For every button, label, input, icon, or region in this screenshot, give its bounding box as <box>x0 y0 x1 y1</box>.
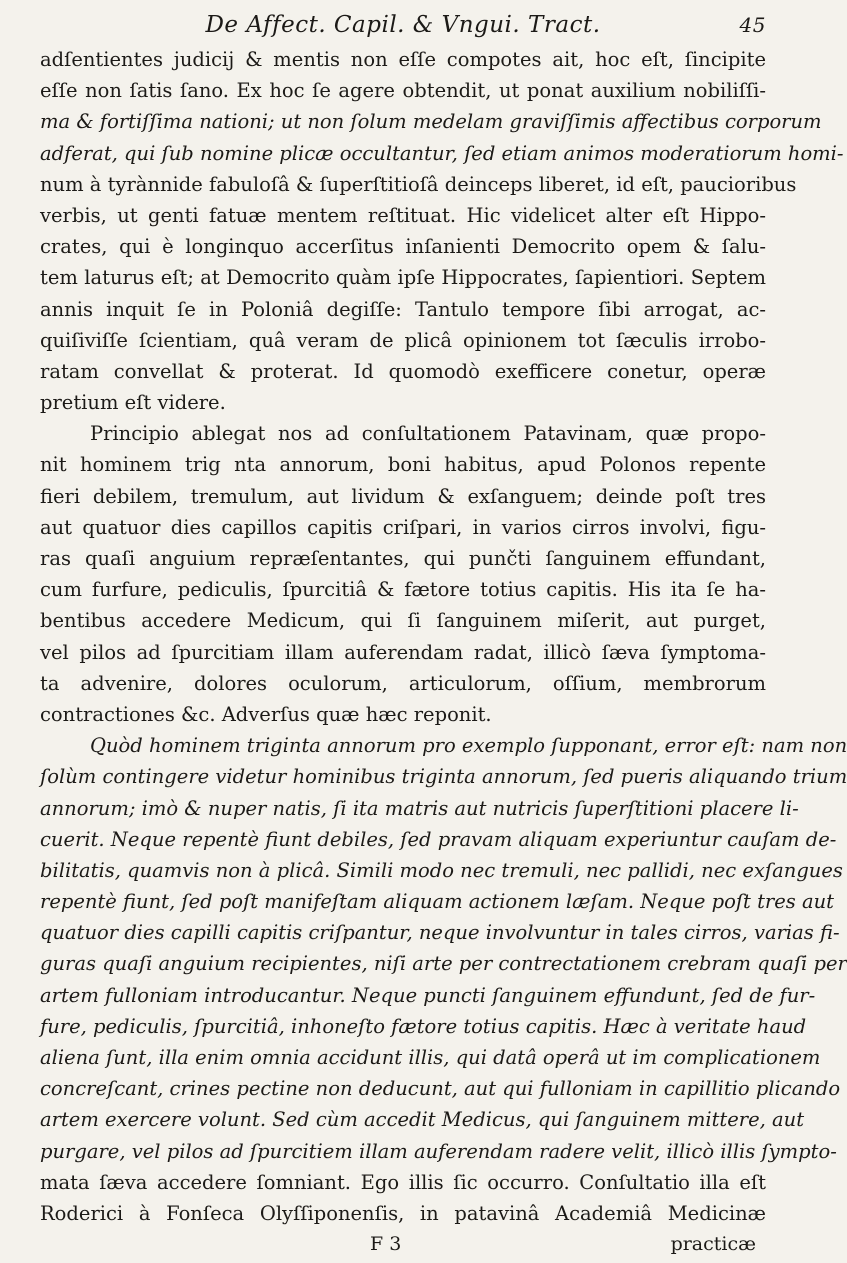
page-number: 45 <box>739 13 766 37</box>
text-line: repentè fiunt, ſed poſt manifeſtam aliquam actionem læſam. Neque poſt tres aut <box>40 890 835 914</box>
text-line: aliena ſunt, illa enim omnia accidunt illis, qui datâ operâ ut im complicationem <box>40 1046 821 1069</box>
text-line: cum furfure, pediculis, ſpurcitiâ & fætore totius capitis. His ita ſe ha- <box>40 578 766 602</box>
text-line: cuerit. Neque repentè fiunt debiles, ſed pravam aliquam experiuntur cauſam de- <box>40 827 837 851</box>
running-title: De Affect. Capil. & Vngui. Tract. <box>205 12 601 38</box>
text-line: nit hominem trig nta annorum, boni habitus, apud Polonos repente <box>40 453 766 477</box>
text-line: ta advenire, dolores oculorum, articulorum, oſſium, membrorum <box>40 671 766 695</box>
text-line: fure, pediculis, ſpurcitiâ, inhoneſto fætore totius capitis. Hæc à veritate haud <box>40 1014 807 1038</box>
text-line: concreſcant, crines pectine non deducunt, aut qui fulloniam in capillitio plicando <box>40 1077 841 1101</box>
text-line: artem fulloniam introducantur. Neque puncti ſanguinem effundunt, ſed de fur- <box>40 983 816 1007</box>
text-line: Roderici à Fonſeca Olyſſiponenſis, in patavinâ Academiâ Medicinæ <box>40 1201 766 1225</box>
text-line: annis inquit ſe in Poloniâ degiſſe: Tantulo tempore ſibi arrogat, ac- <box>40 297 766 321</box>
text-line: tem laturus eſt; at Democrito quàm ipſe Hippocrates, ſapientiori. Septem <box>40 266 766 290</box>
text-line: adferat, qui ſub nomine plicæ occultantur, ſed etiam animos moderatiorum homi- <box>40 141 844 165</box>
text-line: annorum; imò & nuper natis, ſi ita matris aut nutricis ſuperſtitioni placere li- <box>40 796 799 820</box>
text-line: quiſiviſſe ſcientiam, quâ veram de plicâ opinionem tot ſæculis irrobo- <box>40 328 766 352</box>
text-line: mata ſæva accedere ſomniant. Ego illis ſic occurro. Conſultatio illa eſt <box>40 1170 766 1194</box>
text-line: guras quaſi anguium recipientes, niſi arte per contrectationem crebram quaſi per <box>40 952 847 976</box>
text-line: ratam convellat & proterat. Id quomodò exefficere conetur, operæ <box>40 359 766 383</box>
text-line: vel pilos ad ſpurcitiam illam auferendam radat, illicò ſæva ſymptoma- <box>40 640 766 664</box>
text-line: ſolùm contingere videtur hominibus triginta annorum, ſed pueris aliquando trium <box>40 765 847 789</box>
text-line: eſſe non ſatis ſano. Ex hoc ſe agere obtendit, ut ponat auxilium nobiliſſi- <box>40 79 766 103</box>
text-line: ras quaſi anguium repræſentantes, qui punčti ſanguinem effundant, <box>40 547 766 570</box>
body-text <box>40 44 847 1229</box>
text-line: purgare, vel pilos ad ſpurcitiem illam auferendam radere velit, illicò illis ſympto- <box>40 1139 837 1163</box>
text-line: verbis, ut genti fatuæ mentem reſtituat. Hic videlicet alter eſt Hippo- <box>40 203 766 227</box>
signature-mark: F 3 <box>370 1233 402 1256</box>
text-line: bentibus accedere Medicum, qui ſi ſanguinem miſerit, aut purget, <box>40 609 766 633</box>
text-line: adſentientes judicij & mentis non eſſe compotes ait, hoc eſt, ſincipite <box>40 48 766 71</box>
text-line: crates, qui è longinquo accerſitus inſanienti Democrito opem & ſalu- <box>40 235 766 259</box>
text-line: fieri debilem, tremulum, aut lividum & exſanguem; deinde poſt tres <box>40 484 766 508</box>
catchword: practicæ <box>670 1233 756 1256</box>
text-line: quatuor dies capilli capitis criſpantur, neque involvuntur in tales cirros, varias fi- <box>40 921 840 945</box>
text-line: bilitatis, quamvis non à plicâ. Simili modo nec tremuli, nec pallidi, nec exſangues <box>40 858 843 882</box>
text-line: Quòd hominem triginta annorum pro exemplo ſupponant, error eſt: nam non <box>90 734 847 758</box>
running-head <box>40 8 766 42</box>
text-line: pretium eſt videre. <box>40 391 226 415</box>
text-line: aut quatuor dies capillos capitis criſpari, in varios cirros involvi, figu- <box>40 515 766 539</box>
text-line: ma & fortiſſima nationi; ut non ſolum medelam graviſſimis affectibus corporum <box>40 110 822 134</box>
text-line: Principio ablegat nos ad conſultationem Patavinam, quæ propo- <box>90 422 766 446</box>
text-line: num à tyrànnide fabuloſâ & ſuperſtitioſâ deinceps liberet, id eſt, paucioribus <box>40 172 797 196</box>
text-line: artem exercere volunt. Sed cùm accedit Medicus, qui ſanguinem mittere, aut <box>40 1108 805 1132</box>
page-footer <box>40 1233 766 1263</box>
text-line: contractiones &c. Adverſus quæ hæc reponit. <box>40 702 492 726</box>
